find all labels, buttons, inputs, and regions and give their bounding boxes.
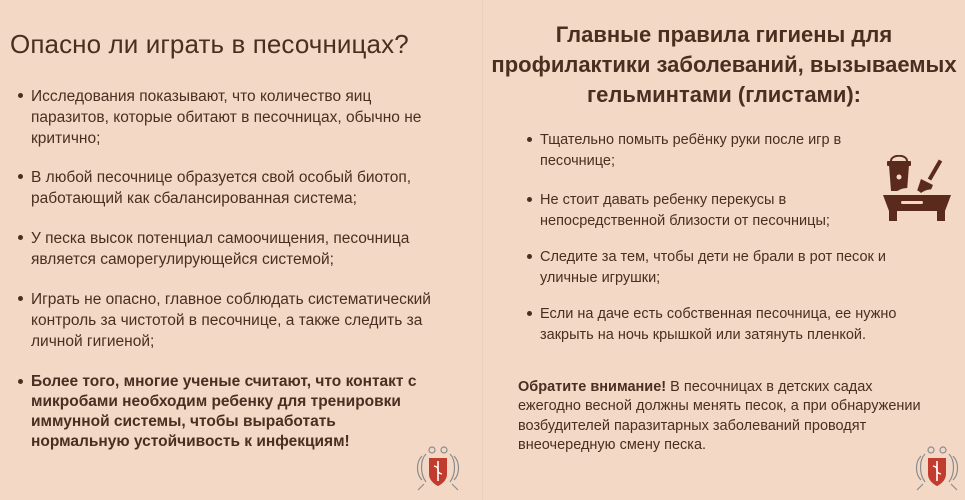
- bullet-icon: [18, 174, 23, 179]
- right-panel: [483, 0, 965, 500]
- attention-label: Обратите внимание!: [518, 378, 667, 395]
- list-item-text: Тщательно помыть ребёнку руки после игр в песочнице;: [540, 132, 842, 169]
- bullet-icon: [527, 137, 532, 142]
- list-item: [31, 86, 441, 149]
- attention-text: В песочницах в детских садах ежегодно весной должны менять песок, а при обнаружении возбудителей паразитарных заболеваний проводят внеочередную смену песка.: [518, 378, 921, 453]
- list-item: [540, 130, 875, 172]
- list-item-text: У песка высок потенциал самоочищения, песочница является саморегулирующейся системой;: [31, 230, 410, 268]
- attention-note: [518, 378, 938, 456]
- list-item: [540, 190, 875, 232]
- list-item: [31, 289, 456, 352]
- list-item-text: Следите за тем, чтобы дети не брали в рот песок и уличные игрушки;: [540, 249, 886, 286]
- list-item: [31, 167, 451, 209]
- list-item-text: В любой песочнице образуется свой особый биотоп, работающий как сбалансированная система;: [31, 169, 412, 207]
- bullet-icon: [527, 197, 532, 202]
- list-item: [31, 372, 431, 452]
- bullet-icon: [527, 254, 532, 259]
- list-item-text: Не стоит давать ребенку перекусы в непосредственной близости от песочницы;: [540, 192, 830, 229]
- list-item-text: Более того, многие ученые считают, что контакт с микробами необходим ребенку для тренировки иммунной системы, чтобы выработать нормальную устойчивость к инфекциям!: [31, 373, 417, 450]
- left-title: Опасно ли играть в песочницах?: [10, 29, 409, 59]
- bullet-icon: [18, 296, 23, 301]
- bullet-icon: [18, 379, 23, 384]
- bullet-icon: [18, 235, 23, 240]
- left-panel: [0, 0, 482, 500]
- list-item: [540, 247, 910, 289]
- list-item: [31, 228, 451, 270]
- bullet-icon: [527, 311, 532, 316]
- list-item-text: Играть не опасно, главное соблюдать систематический контроль за чистотой в песочнице, а также следить за личной гигиеной;: [31, 291, 431, 350]
- list-item-text: Исследования показывают, что количество яиц паразитов, которые обитают в песочницах, обычно не критично;: [31, 88, 422, 147]
- list-item: [540, 304, 940, 346]
- ministry-emblem-icon: [414, 444, 462, 494]
- right-title: Главные правила гигиены для профилактики заболеваний, вызываемых гельминтами (глистами):: [491, 22, 957, 107]
- list-item-text: Если на даче есть собственная песочница, ее нужно закрыть на ночь крышкой или затянуть пленкой.: [540, 306, 897, 343]
- sandbox-bucket-shovel-icon: [881, 155, 953, 225]
- ministry-emblem-icon: [913, 444, 961, 494]
- bullet-icon: [18, 93, 23, 98]
